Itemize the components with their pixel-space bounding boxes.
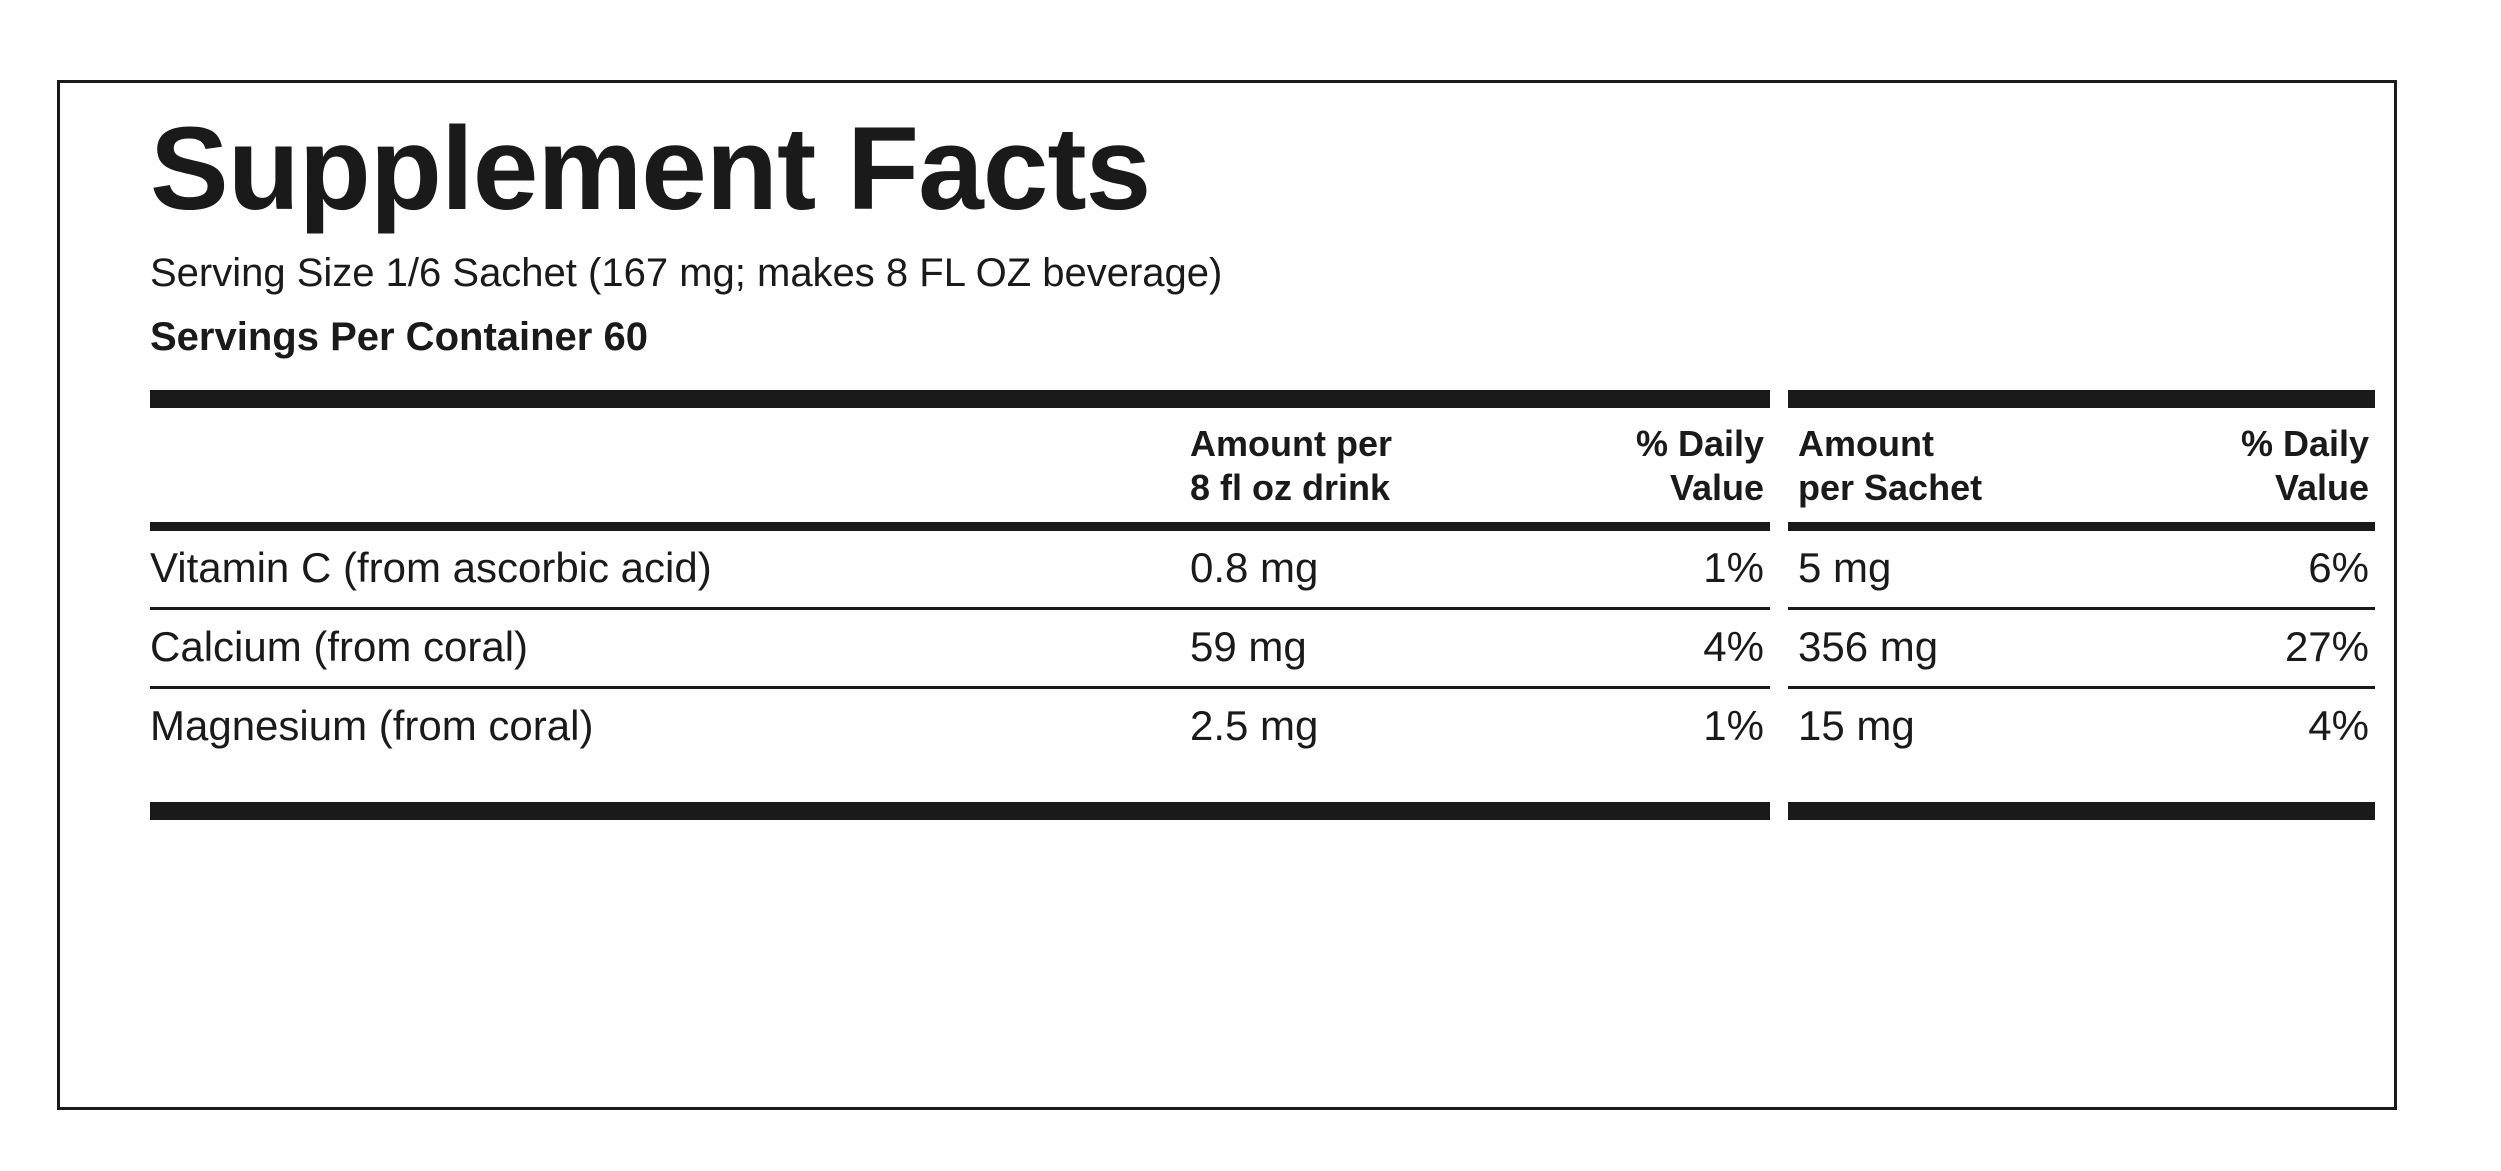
header-amount-per-sachet-line2: per Sachet [1798,466,1983,508]
header-daily-value-sachet [2088,408,2375,522]
nutrient-amount-per-sachet-value: 5 mg [1798,543,1892,591]
nutrient-dv-drink-value: 1% [1703,543,1764,591]
nutrient-amount-per-drink [1180,689,1480,765]
rule-gap [1770,390,1788,408]
rule-segment-middle [1180,522,1770,531]
nutrient-amount-per-drink [1180,610,1480,686]
header-gap [1770,408,1788,522]
bottom-spacer [150,766,2375,802]
header-amount-per-sachet-line1: Amount [1798,422,1934,464]
row-gap [1770,531,1788,607]
servings-per-container-text: Servings Per Container 60 [150,314,648,359]
header-amount-per-drink-line2: 8 fl oz drink [1190,466,1391,508]
supplement-facts-table [150,390,2375,820]
table-row [150,610,2375,686]
nutrient-dv-drink-value: 4% [1703,623,1764,671]
nutrient-dv-drink-value: 1% [1703,702,1764,750]
rule-segment-left [150,802,1180,820]
nutrient-amount-per-sachet-value: 356 mg [1798,623,1939,671]
nutrient-dv-drink [1480,689,1770,765]
nutrient-amount-per-sachet [1788,531,2088,607]
rule-segment-right [1788,522,2375,531]
nutrient-dv-sachet-value: 27% [2284,623,2369,671]
rule-bottom-thick [150,802,2375,820]
header-daily-value-sachet-line2: Value [2274,466,2369,508]
nutrient-dv-sachet-value: 4% [2308,702,2369,750]
rule-segment-right [1788,802,2375,820]
header-amount-per-sachet [1788,408,2088,522]
nutrient-amount-per-sachet-value: 15 mg [1798,702,1915,750]
nutrient-amount-per-drink-value: 59 mg [1190,623,1307,671]
rule-segment-middle [1180,390,1770,408]
nutrient-dv-sachet [2088,610,2375,686]
label-content [150,103,2369,820]
nutrient-name: Vitamin C (from ascorbic acid) [150,543,712,591]
nutrient-dv-sachet [2088,531,2375,607]
rule-segment-left [150,390,1180,408]
nutrient-dv-drink [1480,531,1770,607]
rule-under-header [150,522,2375,531]
nutrient-amount-per-sachet [1788,610,2088,686]
nutrient-dv-drink [1480,610,1770,686]
row-gap [1770,689,1788,765]
nutrient-dv-sachet [2088,689,2375,765]
rule-segment-left [150,522,1180,531]
nutrient-amount-per-drink-value: 2.5 mg [1190,702,1319,750]
supplement-facts-panel [57,80,2397,1110]
rule-segment-right [1788,390,2375,408]
nutrient-amount-per-sachet [1788,689,2088,765]
header-nutrient-blank [150,408,1180,522]
rule-top-thick [150,390,2375,408]
table-header-row [150,408,2375,522]
page-title: Supplement Facts [150,103,1151,235]
rule-gap [1770,522,1788,531]
header-daily-value-drink [1480,408,1770,522]
table-row [150,531,2375,607]
header-amount-per-drink [1180,408,1480,522]
header-daily-value-drink-line1: % Daily [1635,422,1764,464]
row-gap [1770,610,1788,686]
nutrient-amount-per-drink [1180,531,1480,607]
rule-gap [1770,802,1788,820]
nutrient-dv-sachet-value: 6% [2308,543,2369,591]
nutrient-name: Magnesium (from coral) [150,702,594,750]
serving-size-text: Serving Size 1/6 Sachet (167 mg; makes 8 FL OZ beverage) [150,250,1223,295]
header-daily-value-drink-line2: Value [1669,466,1764,508]
nutrient-name: Calcium (from coral) [150,623,529,671]
header-amount-per-drink-line1: Amount per [1190,422,1392,464]
table-row [150,689,2375,765]
rule-segment-middle [1180,802,1770,820]
header-daily-value-sachet-line1: % Daily [2240,422,2369,464]
nutrient-amount-per-drink-value: 0.8 mg [1190,543,1319,591]
